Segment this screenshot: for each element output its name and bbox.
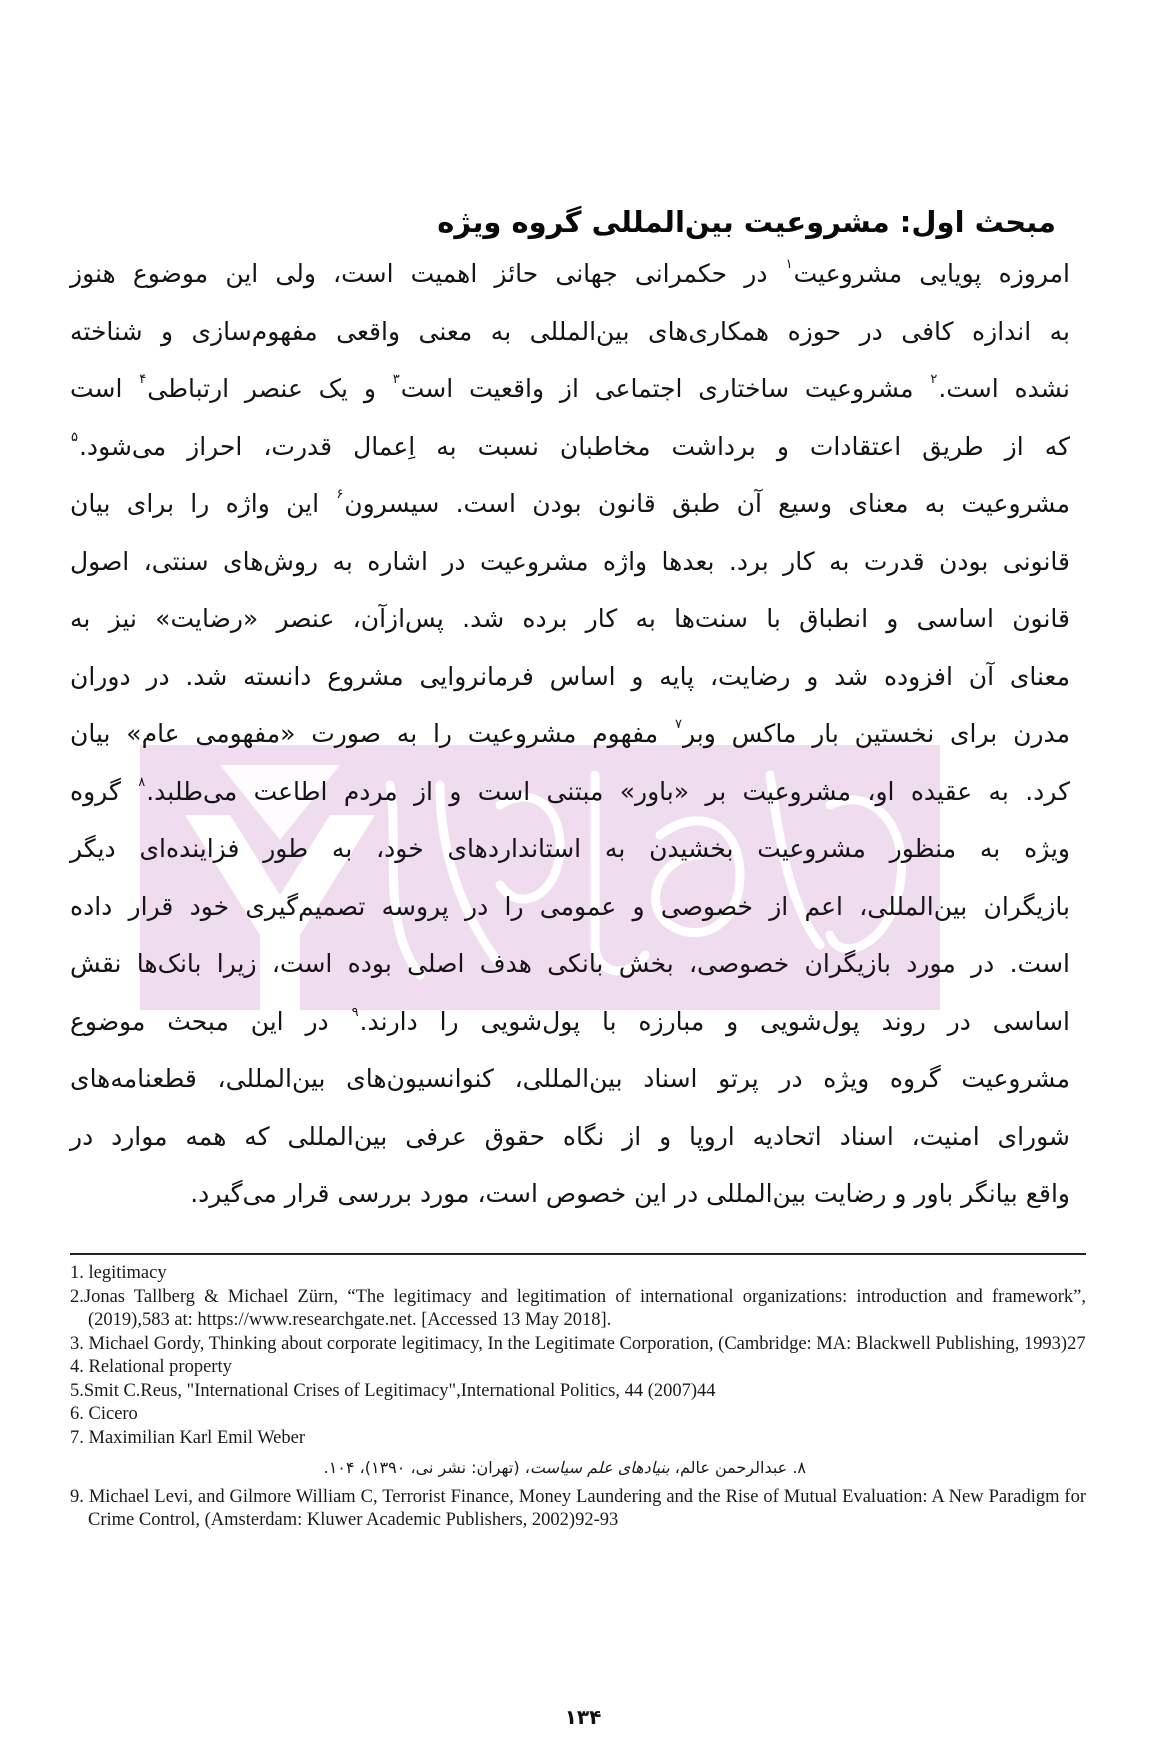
body-line-14: اساسی در روند پول‌شویی و مبارزه با پول‌شویی را دارند.$^۹$ در این مبحث موضوع [70,1004,1071,1036]
footnote-ref-8[interactable]: ۸ [138,774,146,790]
body-line-7: قانون اساسی و انطباق با سنت‌ها به کار برده شد. پس‌ازآن، عنصر «رضایت» نیز به [70,604,1070,633]
footnote-8: ۸. عبدالرحمن عالم، بنیادهای علم سیاست، (تهران: نشر نی، ۱۳۹۰)، ۱۰۴. [323,1458,806,1477]
footnote-ref-7[interactable]: ۷ [674,717,682,732]
footnote-4: 4. Relational property [70,1357,232,1377]
body-line-12: بازیگران بین‌المللی، اعم از خصوصی و عمومی را در پروسه تصمیم‌گیری خود قرار داده [70,891,1070,921]
footnote-8-book-title: بنیادهای علم سیاست [529,1458,670,1477]
footnote-ref-1[interactable]: ۱ [785,257,793,272]
section-heading: مبحث اول: مشروعیت بین‌المللی گروه ویژه [437,205,1056,239]
body-paragraph [70,245,1070,1223]
body-line-5: مشروعیت به معنای وسیع آن طبق قانون بودن است. سیسرون$^۶$ این واژه را برای بیان [70,487,1071,518]
body-line-11: ویژه به منظور مشروعیت بخشیدن به استانداردهای خود، به طور فزاینده‌ای دیگر [70,834,1070,863]
footnote-ref-2[interactable]: ۲ [930,372,938,387]
footnote-9: 9. Michael Levi, and Gilmore William C, Terrorist Finance, Money Laundering and the Rise of Mutual Evaluation: A New Paradigm for Crime Control, (Amsterdam: Kluwer Academic Publishers, 2002)92-93 [70,1486,1086,1530]
footnote-ref-6[interactable]: ۶ [336,487,344,502]
body-line-6: قانونی بودن قدرت به کار برد. بعدها واژه مشروعیت در اشاره به روش‌های سنتی، اصول [70,546,1070,576]
footnote-ref-5[interactable]: ۵ [71,429,78,445]
footnote-5: 5.Smit C.Reus, "International Crises of Legitimacy",International Politics, 44 (2007)44 [70,1380,716,1401]
footnote-separator [70,1253,1086,1255]
footnote-1: 1. legitimacy [70,1263,167,1283]
page-number: ۱۳۴ [564,1705,602,1729]
body-line-15: مشروعیت گروه ویژه در پرتو اسناد بین‌المللی، کنوانسیون‌های بین‌المللی، قطعنامه‌های [70,1064,1070,1093]
footnote-ref-4[interactable]: ۴ [139,372,147,387]
footnote-3: 3. Michael Gordy, Thinking about corporate legitimacy, In the Legitimate Corporation, (Cambridge: MA: Blackwell Publishing, 1993)27 [70,1333,1086,1354]
body-line-9: مدرن برای نخستین بار ماکس وبر$^۷$ مفهوم مشروعیت را به صورت «مفهومی عام» بیان [70,717,1071,748]
body-line-1: امروزه پویایی مشروعیت$^۱$ در حکمرانی جهانی حائز اهمیت است، ولی این موضوع هنوز [70,257,1070,288]
body-line-17: واقع بیانگر باور و رضایت بین‌المللی در این خصوص است، مورد بررسی قرار می‌گیرد. [190,1179,1070,1208]
footnote-7: 7. Maximilian Karl Emil Weber [70,1427,306,1448]
body-line-3: نشده است.$^۲$ مشروعیت ساختاری اجتماعی از واقعیت است$^۳$ و یک عنصر ارتباطی$^۴$ است [70,372,1070,403]
footnotes [70,1262,1086,1533]
footnote-6: 6. Cicero [70,1404,138,1424]
body-line-8: معنای آن افزوده شد و رضایت، پایه و اساس فرمانروایی مشروع دانسته شد. در دوران [70,661,1070,691]
body-line-4: که از طریق اعتقادات و برداشت مخاطبان نسبت به اِعمال قدرت، احراز می‌شود.$^۵$ [71,429,1070,461]
footnote-2: 2.Jonas Tallberg & Michael Zürn, “The legitimacy and legitimation of international organizations: introduction and framework”, (2019),583 at: https://www.researchgate.net. [Accessed 13 May 2018]. [70,1286,1086,1330]
body-line-2: به اندازه کافی در حوزه همکاری‌های بین‌المللی به معنی واقعی مفهوم‌سازی و شناخته [70,316,1070,346]
body-line-10: کرد. به عقیده او، مشروعیت بر «باور» مبتنی است و از مردم اطاعت می‌طلبد.$^۸$ گروه [70,774,1070,806]
body-line-16: شورای امنیت، اسناد اتحادیه اروپا و از نگاه حقوق عرفی بین‌المللی که همه موارد در [70,1121,1070,1151]
footnote-ref-3[interactable]: ۳ [392,372,400,387]
footnote-ref-9[interactable]: ۹ [351,1004,359,1020]
body-line-13: است. در مورد بازیگران خصوصی، بخش بانکی هدف اصلی بوده است، زیرا بانک‌ها نقش [70,949,1070,978]
